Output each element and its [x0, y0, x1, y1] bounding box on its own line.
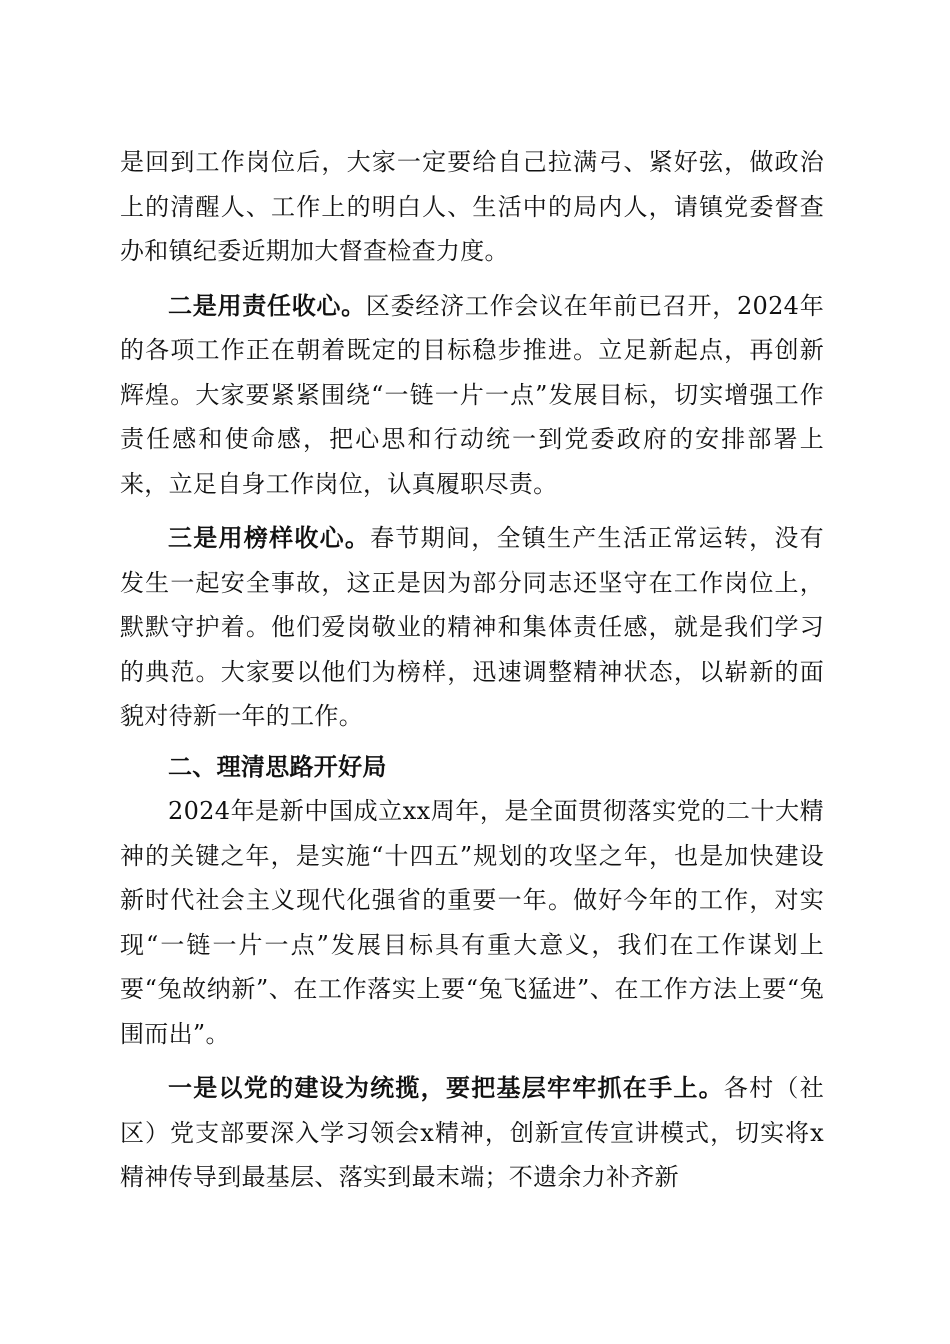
- paragraph-text: 春节期间，全镇生产生活正常运转，没有发生一起安全事故，这正是因为部分同志还坚守在工作岗位上，默默守护着。他们爱岗敬业的精神和集体责任感，就是我们学习的典范。大家要以他们为榜样，迅速调整精神状态，以崭新的面貌对待新一年的工作。: [120, 524, 824, 730]
- paragraph-lead: 三是用榜样收心。: [168, 524, 371, 552]
- paragraph-responsibility: [120, 284, 824, 507]
- paragraph-text: 区委经济工作会议在年前已召开，2024年的各项工作正在朝着既定的目标稳步推进。立足新起点，再创新辉煌。大家要紧紧围绕“一链一片一点”发展目标，切实增强工作责任感和使命感，把心思和行动统一到党委政府的安排部署上来，立足自身工作岗位，认真履职尽责。: [120, 291, 824, 498]
- section-heading: 二、理清思路开好局: [168, 752, 387, 781]
- paragraph-lead: 二是用责任收心。: [168, 291, 366, 320]
- paragraph-continuation: [120, 140, 824, 274]
- paragraph-text: 各村（社区）党支部要深入学习领会x精神，创新宣传宣讲模式，切实将x精神传导到最基层、落实到最末端；不遗余力补齐新: [120, 1074, 824, 1191]
- document-body: [120, 140, 824, 1200]
- paragraph-role-model: [120, 516, 824, 739]
- paragraph-party-building: [120, 1066, 824, 1200]
- paragraph-lead: 一是以党的建设为统揽，要把基层牢牢抓在手上。: [168, 1074, 724, 1102]
- paragraph-text: 2024年是新中国成立xx周年，是全面贯彻落实党的二十大精神的关键之年，是实施“十四五”规划的攻坚之年，也是加快建设新时代社会主义现代化强省的重要一年。做好今年的工作，对实现“一链一片一点”发展目标具有重大意义，我们在工作谋划上要“兔故纳新”、在工作落实上要“兔飞猛进”、在工作方法上要“兔围而出”。: [120, 797, 824, 1048]
- paragraph-section-intro: [120, 789, 824, 1056]
- paragraph-text: 是回到工作岗位后，大家一定要给自己拉满弓、紧好弦，做政治上的清醒人、工作上的明白人、生活中的局内人，请镇党委督查办和镇纪委近期加大督查检查力度。: [120, 148, 824, 265]
